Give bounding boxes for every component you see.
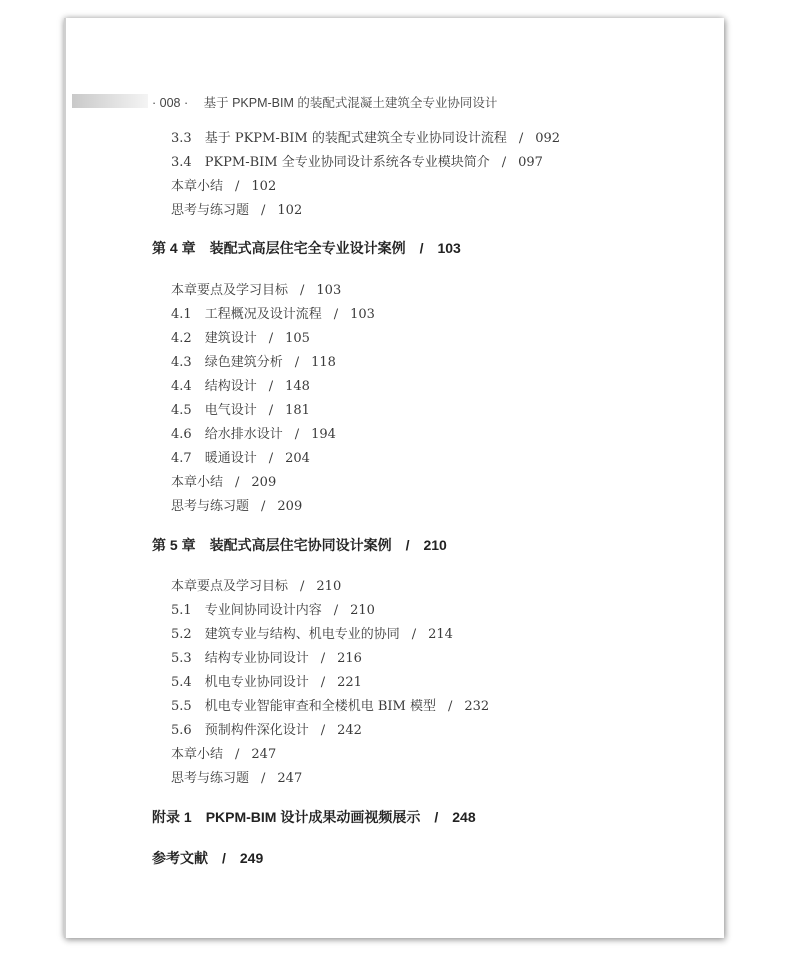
entry-page: 216 — [337, 651, 362, 666]
entry-separator: / — [411, 627, 417, 642]
entry-title: 结构设计 — [204, 379, 257, 394]
entry-title: 机电专业协同设计 — [204, 675, 309, 690]
toc-entry — [171, 379, 310, 395]
entry-page: 118 — [311, 355, 336, 370]
entry-page: 092 — [535, 131, 561, 146]
entry-number: 4.2 — [171, 331, 192, 346]
entry-number: 4.5 — [171, 403, 192, 418]
toc-entry — [171, 699, 489, 715]
toc-entry — [171, 651, 362, 667]
entry-title: 绿色建筑分析 — [204, 355, 283, 370]
toc-entry — [171, 155, 543, 171]
entry-title: 本章要点及学习目标 — [171, 579, 289, 594]
entry-title: 思考与练习题 — [171, 771, 250, 786]
entry-page: 103 — [437, 240, 461, 256]
entry-separator: / — [300, 283, 305, 298]
entry-page: 232 — [464, 699, 490, 714]
entry-separator: / — [261, 771, 266, 786]
entry-title: 本章小结 — [171, 747, 224, 762]
entry-page: 214 — [428, 627, 453, 642]
entry-number: 5.1 — [171, 603, 192, 618]
toc-chapter-heading — [152, 537, 447, 553]
entry-number: 4.1 — [171, 307, 192, 322]
entry-title: PKPM-BIM 全专业协同设计系统各专业模块简介 — [204, 155, 490, 170]
entry-title: 暖通设计 — [204, 451, 257, 466]
entry-separator: / — [320, 675, 326, 690]
entry-page: 210 — [316, 579, 342, 594]
toc-entry — [171, 179, 276, 195]
entry-page: 249 — [239, 850, 264, 866]
entry-title: PKPM-BIM 设计成果动画视频展示 — [205, 809, 421, 825]
entry-separator: / — [300, 579, 305, 594]
entry-page: 247 — [251, 747, 277, 762]
entry-page: 103 — [350, 307, 375, 322]
entry-page: 204 — [285, 451, 310, 466]
toc-entry — [171, 355, 336, 371]
entry-number: 4.3 — [171, 355, 192, 370]
entry-number: 3.4 — [171, 155, 192, 170]
toc-chapter-heading — [152, 850, 263, 866]
toc-chapter-heading — [152, 240, 461, 256]
entry-separator: / — [405, 537, 410, 553]
entry-separator: / — [268, 379, 274, 394]
entry-separator: / — [268, 331, 274, 346]
entry-separator: / — [235, 747, 240, 762]
entry-separator: / — [222, 850, 226, 866]
entry-title: 本章小结 — [171, 475, 224, 490]
entry-title: 本章小结 — [171, 179, 224, 194]
entry-page: 247 — [277, 771, 303, 786]
toc-entry — [171, 475, 276, 491]
entry-title: 装配式高层住宅全专业设计案例 — [209, 240, 406, 256]
entry-title: 装配式高层住宅协同设计案例 — [209, 537, 392, 553]
entry-title: 电气设计 — [204, 403, 257, 418]
entry-separator: / — [501, 155, 507, 170]
entry-number: 第 5 章 — [152, 537, 196, 553]
entry-number: 3.3 — [171, 131, 192, 146]
toc-entry — [171, 283, 341, 299]
entry-page: 209 — [251, 475, 277, 490]
entry-number: 5.4 — [171, 675, 192, 690]
entry-page: 105 — [285, 331, 310, 346]
entry-page: 181 — [285, 403, 310, 418]
entry-separator: / — [333, 603, 339, 618]
entry-separator: / — [294, 427, 300, 442]
entry-number: 附录 1 — [152, 809, 192, 825]
entry-page: 148 — [285, 379, 310, 394]
entry-number: 4.4 — [171, 379, 192, 394]
toc-entry — [171, 131, 560, 147]
entry-number: 5.3 — [171, 651, 192, 666]
entry-title: 预制构件深化设计 — [204, 723, 309, 738]
toc-entry — [171, 307, 375, 323]
toc-entry — [171, 723, 362, 739]
toc-entry — [171, 203, 302, 219]
entry-title: 基于 PKPM-BIM 的装配式建筑全专业协同设计流程 — [204, 131, 507, 146]
entry-separator: / — [518, 131, 524, 146]
header-decoration-bar — [72, 94, 148, 108]
toc-entry — [171, 675, 362, 691]
entry-title: 思考与练习题 — [171, 499, 250, 514]
entry-title: 机电专业智能审查和全楼机电 BIM 模型 — [204, 699, 436, 714]
entry-separator: / — [447, 699, 453, 714]
entry-separator: / — [235, 179, 240, 194]
toc-entry — [171, 747, 276, 763]
entry-separator: / — [320, 651, 326, 666]
entry-page: 209 — [277, 499, 303, 514]
toc-entry — [171, 427, 336, 443]
entry-separator: / — [261, 203, 266, 218]
toc-entry — [171, 331, 310, 347]
entry-separator: / — [320, 723, 326, 738]
entry-separator: / — [268, 403, 274, 418]
entry-title: 工程概况及设计流程 — [204, 307, 322, 322]
entry-page: 210 — [423, 537, 447, 553]
page-number: · 008 · — [152, 96, 189, 110]
toc-entry — [171, 627, 453, 643]
entry-separator: / — [419, 240, 424, 256]
entry-number: 第 4 章 — [152, 240, 196, 256]
entry-title: 结构专业协同设计 — [204, 651, 309, 666]
entry-page: 103 — [316, 283, 342, 298]
entry-page: 097 — [518, 155, 543, 170]
entry-title: 给水排水设计 — [204, 427, 283, 442]
entry-number: 4.7 — [171, 451, 192, 466]
entry-separator: / — [268, 451, 274, 466]
entry-title: 建筑设计 — [204, 331, 257, 346]
running-header — [152, 93, 497, 111]
toc-entry — [171, 451, 310, 467]
entry-separator: / — [434, 809, 439, 825]
book-title: 基于 PKPM-BIM 的装配式混凝土建筑全专业协同设计 — [203, 96, 498, 110]
entry-title: 专业间协同设计内容 — [204, 603, 322, 618]
entry-page: 102 — [277, 203, 303, 218]
entry-title: 思考与练习题 — [171, 203, 250, 218]
entry-page: 194 — [311, 427, 336, 442]
entry-separator: / — [261, 499, 266, 514]
toc-entry — [171, 403, 310, 419]
entry-separator: / — [333, 307, 339, 322]
entry-page: 102 — [251, 179, 277, 194]
toc-entry — [171, 579, 341, 595]
entry-page: 210 — [350, 603, 375, 618]
toc-entry — [171, 603, 375, 619]
entry-number: 5.2 — [171, 627, 192, 642]
entry-page: 221 — [337, 675, 362, 690]
toc-entry — [171, 499, 302, 515]
entry-separator: / — [294, 355, 300, 370]
entry-title: 本章要点及学习目标 — [171, 283, 289, 298]
toc-chapter-heading — [152, 809, 476, 825]
entry-number: 4.6 — [171, 427, 192, 442]
entry-page: 248 — [452, 809, 476, 825]
entry-separator: / — [235, 475, 240, 490]
entry-number: 5.6 — [171, 723, 192, 738]
entry-title: 建筑专业与结构、机电专业的协同 — [204, 627, 400, 642]
toc-entry — [171, 771, 302, 787]
entry-number: 5.5 — [171, 699, 192, 714]
entry-title: 参考文献 — [152, 850, 208, 866]
entry-page: 242 — [337, 723, 362, 738]
